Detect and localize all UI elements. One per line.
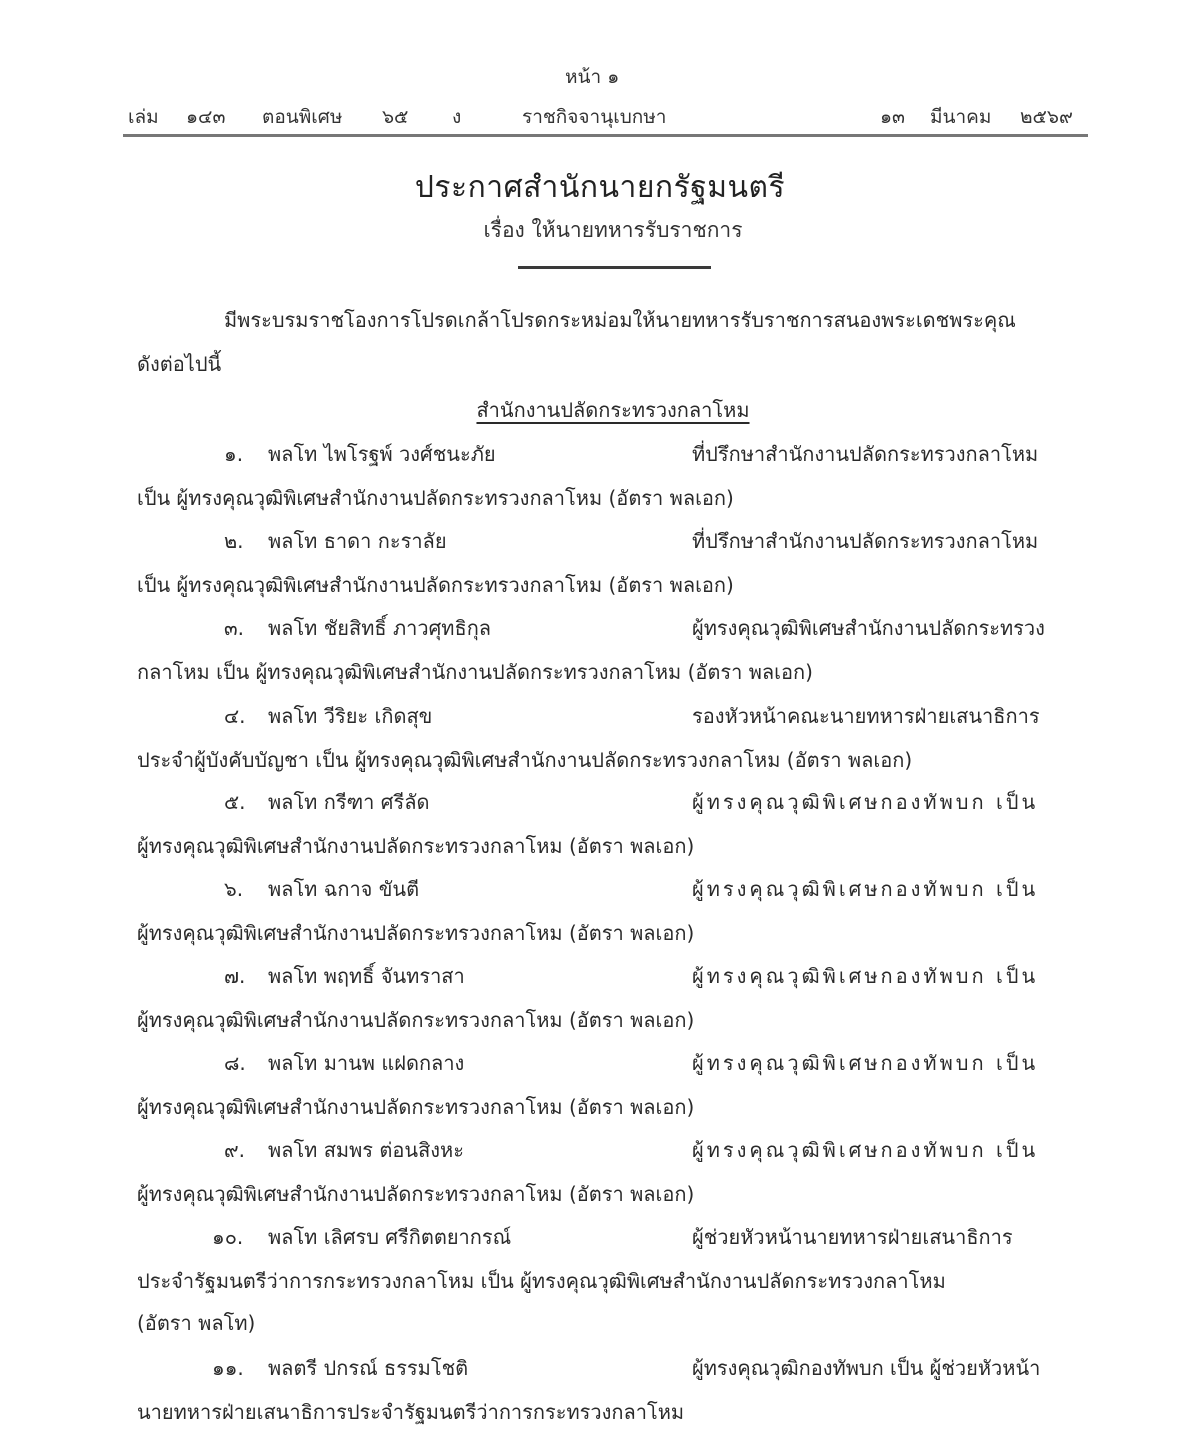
- entry-name: พลโท สมพร ต่อนสิงหะ: [268, 1138, 464, 1162]
- entry-name: พลโท ฉกาจ ขันตี: [268, 877, 420, 901]
- entry-number: ๖.: [224, 877, 244, 901]
- entry-position: ผู้ทรงคุณวุฒิพิเศษกองทัพบก เป็น: [692, 1138, 1039, 1162]
- entry-name: พลโท ธาดา กะราลัย: [268, 529, 447, 553]
- entry-continuation: ประจำรัฐมนตรีว่าการกระทรวงกลาโหม เป็น ผู้ทรงคุณวุฒิพิเศษสำนักงานปลัดกระทรวงกลาโหม: [137, 1269, 946, 1293]
- entry-number: ๑๑.: [212, 1356, 244, 1380]
- entry-number: ๓.: [224, 616, 245, 640]
- entry-continuation: เป็น ผู้ทรงคุณวุฒิพิเศษสำนักงานปลัดกระทรวงกลาโหม (อัตรา พลเอก): [137, 486, 734, 510]
- intro-line-2: ดังต่อไปนี้: [137, 352, 222, 376]
- page-number: หน้า ๑: [565, 66, 620, 88]
- entry-number: ๔.: [224, 704, 246, 728]
- entry-name: พลโท กรีฑา ศรีลัด: [268, 790, 430, 814]
- entry-name: พลตรี ปกรณ์ ธรรมโชติ: [268, 1356, 469, 1380]
- entry-position: ผู้ทรงคุณวุฒิพิเศษกองทัพบก เป็น: [692, 1051, 1039, 1075]
- entry-position: ผู้ทรงคุณวุฒิกองทัพบก เป็น ผู้ช่วยหัวหน้า: [692, 1356, 1041, 1380]
- section-letter: ง: [452, 106, 462, 128]
- date-day: ๑๓: [880, 106, 906, 128]
- date-year: ๒๕๖๙: [1020, 106, 1073, 128]
- entry-number: ๘.: [224, 1051, 246, 1075]
- section-number: ๖๕: [382, 106, 409, 128]
- entry-continuation: ผู้ทรงคุณวุฒิพิเศษสำนักงานปลัดกระทรวงกลาโหม (อัตรา พลเอก): [137, 1095, 695, 1119]
- entry-number: ๕.: [224, 790, 246, 814]
- entry-continuation: ประจำผู้บังคับบัญชา เป็น ผู้ทรงคุณวุฒิพิเศษสำนักงานปลัดกระทรวงกลาโหม (อัตรา พลเอก): [137, 748, 913, 772]
- entry-number: ๑๐.: [212, 1225, 244, 1249]
- entry-continuation: ผู้ทรงคุณวุฒิพิเศษสำนักงานปลัดกระทรวงกลาโหม (อัตรา พลเอก): [137, 834, 695, 858]
- entry-name: พลโท เลิศรบ ศรีกิตตยากรณ์: [268, 1225, 512, 1249]
- entry-number: ๒.: [224, 529, 244, 553]
- entry-position: ที่ปรึกษาสำนักงานปลัดกระทรวงกลาโหม: [692, 442, 1039, 466]
- entry-continuation: ผู้ทรงคุณวุฒิพิเศษสำนักงานปลัดกระทรวงกลาโหม (อัตรา พลเอก): [137, 1182, 695, 1206]
- announcement-title: ประกาศสำนักนายกรัฐมนตรี: [414, 170, 786, 205]
- entry-continuation: ผู้ทรงคุณวุฒิพิเศษสำนักงานปลัดกระทรวงกลาโหม (อัตรา พลเอก): [137, 1008, 695, 1032]
- publication-name: ราชกิจจานุเบกษา: [522, 106, 667, 128]
- entry-name: พลโท ชัยสิทธิ์ ภาวศุทธิกุล: [268, 616, 492, 640]
- entry-continuation: (อัตรา พลโท): [137, 1311, 256, 1335]
- entry-continuation: นายทหารฝ่ายเสนาธิการประจำรัฐมนตรีว่าการกระทรวงกลาโหม: [137, 1400, 685, 1424]
- entry-position: ผู้ทรงคุณวุฒิพิเศษกองทัพบก เป็น: [692, 790, 1039, 814]
- intro-line-1: มีพระบรมราชโองการโปรดเกล้าโปรดกระหม่อมให้นายทหารรับราชการสนองพระเดชพระคุณ: [224, 308, 1016, 332]
- entry-position: ผู้ทรงคุณวุฒิพิเศษสำนักงานปลัดกระทรวง: [692, 616, 1045, 640]
- volume-label: เล่ม: [128, 106, 159, 128]
- entry-number: ๗.: [224, 964, 246, 988]
- section-heading: สำนักงานปลัดกระทรวงกลาโหม: [476, 398, 750, 422]
- header-rule: [123, 134, 1088, 137]
- entry-position: ผู้ช่วยหัวหน้านายทหารฝ่ายเสนาธิการ: [692, 1225, 1013, 1249]
- entry-name: พลโท ไพโรฐพ์ วงศ์ชนะภัย: [268, 442, 496, 466]
- entry-position: รองหัวหน้าคณะนายทหารฝ่ายเสนาธิการ: [692, 704, 1040, 728]
- entry-name: พลโท พฤทธิ์ จันทราสา: [268, 964, 465, 988]
- entry-position: ที่ปรึกษาสำนักงานปลัดกระทรวงกลาโหม: [692, 529, 1039, 553]
- announcement-subject: เรื่อง ให้นายทหารรับราชการ: [483, 218, 743, 242]
- entry-name: พลโท มานพ แฝดกลาง: [268, 1051, 465, 1075]
- entry-continuation: กลาโหม เป็น ผู้ทรงคุณวุฒิพิเศษสำนักงานปลัดกระทรวงกลาโหม (อัตรา พลเอก): [137, 660, 813, 684]
- date-month: มีนาคม: [930, 106, 992, 128]
- volume-number: ๑๔๓: [186, 106, 226, 128]
- entry-continuation: ผู้ทรงคุณวุฒิพิเศษสำนักงานปลัดกระทรวงกลาโหม (อัตรา พลเอก): [137, 921, 695, 945]
- entry-position: ผู้ทรงคุณวุฒิพิเศษกองทัพบก เป็น: [692, 964, 1039, 988]
- entry-continuation: เป็น ผู้ทรงคุณวุฒิพิเศษสำนักงานปลัดกระทรวงกลาโหม (อัตรา พลเอก): [137, 573, 734, 597]
- title-divider: [518, 266, 711, 269]
- entry-number: ๙.: [224, 1138, 246, 1162]
- entry-position: ผู้ทรงคุณวุฒิพิเศษกองทัพบก เป็น: [692, 877, 1039, 901]
- entry-number: ๑.: [224, 442, 244, 466]
- section-label: ตอนพิเศษ: [262, 106, 343, 128]
- entry-name: พลโท วีริยะ เกิดสุข: [268, 704, 433, 728]
